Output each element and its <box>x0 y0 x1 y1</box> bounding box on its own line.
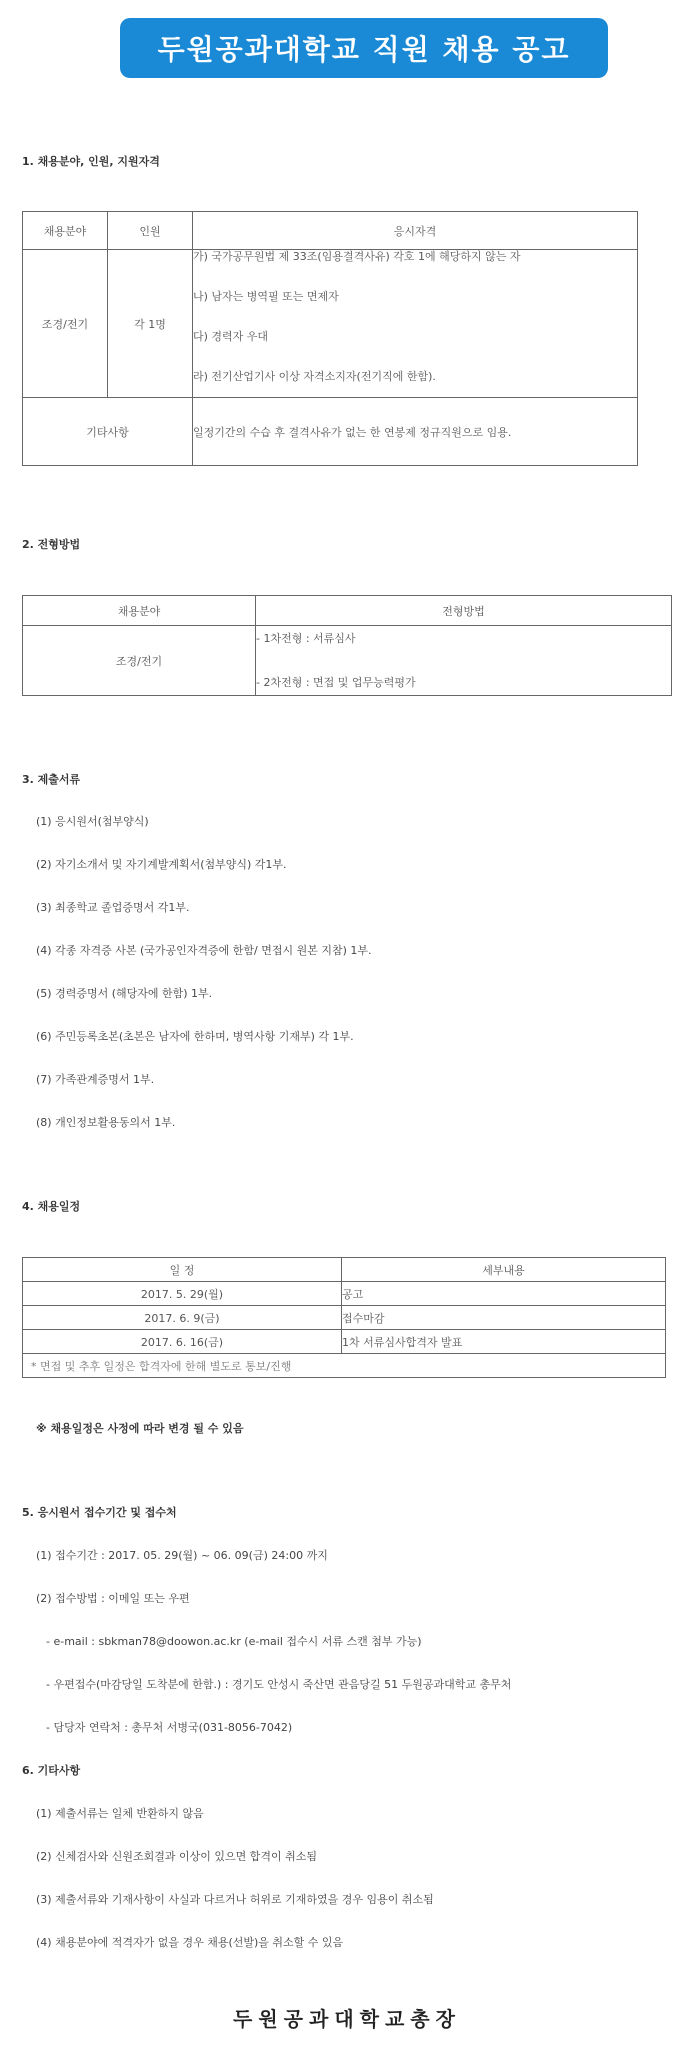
col-field: 채용분야 <box>23 596 256 626</box>
doc-item: (1) 응시원서(첨부양식) <box>36 815 149 828</box>
schedule-table <box>22 1257 666 1378</box>
doc-item: (3) 최종학교 졸업증명서 각1부. <box>36 901 190 914</box>
method-item: - 2차전형 : 면접 및 업무능력평가 <box>256 676 416 689</box>
etc-item: (3) 제출서류와 기재사항이 사실과 다르거나 허위로 기재하였을 경우 임용이 취소됨 <box>36 1893 434 1906</box>
apply-period: (1) 접수기간 : 2017. 05. 29(월) ~ 06. 09(금) 24:00 까지 <box>36 1549 328 1562</box>
date-cell: 2017. 6. 9(금) <box>23 1306 342 1330</box>
apply-post: - 우편접수(마감당일 도착분에 한함.) : 경기도 안성시 죽산면 관음당길 51 두원공과대학교 총무처 <box>46 1678 512 1691</box>
section-2-heading: 2. 전형방법 <box>22 538 81 551</box>
apply-contact: - 담당자 연락처 : 총무처 서병국(031-8056-7042) <box>46 1721 293 1734</box>
date-cell: 2017. 6. 16(금) <box>23 1330 342 1354</box>
section-5-heading: 5. 응시원서 접수기간 및 접수처 <box>22 1506 177 1519</box>
doc-item: (4) 각종 자격증 사본 (국가공인자격증에 한함/ 면접시 원본 지참) 1부. <box>36 944 372 957</box>
qual-item: 다) 경력자 우대 <box>193 330 269 343</box>
method-cell <box>256 626 672 696</box>
section-4-heading: 4. 채용일정 <box>22 1200 81 1213</box>
col-method: 전형방법 <box>256 596 672 626</box>
date-cell: 2017. 5. 29(월) <box>23 1282 342 1306</box>
col-date: 일 정 <box>23 1258 342 1282</box>
doc-item: (2) 자기소개서 및 자기계발계획서(첨부양식) 각1부. <box>36 858 287 871</box>
qual-item: 가) 국가공무원법 제 33조(임용결격사유) 각호 1에 해당하지 않는 자 <box>193 250 521 263</box>
etc-item: (1) 제출서류는 일체 반환하지 않음 <box>36 1807 204 1820</box>
apply-method: (2) 접수방법 : 이메일 또는 우편 <box>36 1592 190 1605</box>
section-3-heading: 3. 제출서류 <box>22 773 81 786</box>
qual-item: 라) 전기산업기사 이상 자격소지자(전기직에 한함). <box>193 370 436 383</box>
detail-cell: 접수마감 <box>342 1306 666 1330</box>
doc-item: (6) 주민등록초본(초본은 남자에 한하며, 병역사항 기재부) 각 1부. <box>36 1030 354 1043</box>
detail-cell: 1차 서류심사합격자 발표 <box>342 1330 666 1354</box>
section-6-heading: 6. 기타사항 <box>22 1764 81 1777</box>
field-cell: 조경/전기 <box>23 250 108 398</box>
etc-label: 기타사항 <box>23 398 193 466</box>
col-field: 채용분야 <box>23 212 108 250</box>
doc-item: (8) 개인정보활용동의서 1부. <box>36 1116 176 1129</box>
signature: 두원공과대학교총장 <box>233 2007 461 2031</box>
qual-item: 나) 남자는 병역필 또는 면제자 <box>193 290 339 303</box>
section-1-heading: 1. 채용분야, 인원, 지원자격 <box>22 155 160 168</box>
qualification-cell <box>193 250 638 398</box>
count-cell: 각 1명 <box>108 250 193 398</box>
doc-item: (5) 경력증명서 (해당자에 한함) 1부. <box>36 987 213 1000</box>
col-count: 인원 <box>108 212 193 250</box>
schedule-footnote: * 면접 및 추후 일정은 합격자에 한해 별도로 통보/진행 <box>23 1354 666 1378</box>
doc-item: (7) 가족관계증명서 1부. <box>36 1073 155 1086</box>
etc-item: (2) 신체검사와 신원조회결과 이상이 있으면 합격이 취소됨 <box>36 1850 317 1863</box>
col-detail: 세부내용 <box>342 1258 666 1282</box>
page-title: 두원공과대학교 직원 채용 공고 <box>120 18 608 78</box>
detail-cell: 공고 <box>342 1282 666 1306</box>
field-cell: 조경/전기 <box>23 626 256 696</box>
apply-email: - e-mail : sbkman78@doowon.ac.kr (e-mail 접수시 서류 스캔 첨부 가능) <box>46 1635 422 1648</box>
method-item: - 1차전형 : 서류심사 <box>256 632 356 645</box>
qualification-table <box>22 211 638 466</box>
col-qualification: 응시자격 <box>193 212 638 250</box>
etc-text: 일정기간의 수습 후 결격사유가 없는 한 연봉제 정규직원으로 임용. <box>193 398 638 466</box>
selection-table <box>22 595 672 696</box>
etc-item: (4) 채용분야에 적격자가 없을 경우 채용(선발)을 취소할 수 있음 <box>36 1936 344 1949</box>
schedule-note: ※ 채용일정은 사정에 따라 변경 될 수 있음 <box>36 1422 244 1435</box>
